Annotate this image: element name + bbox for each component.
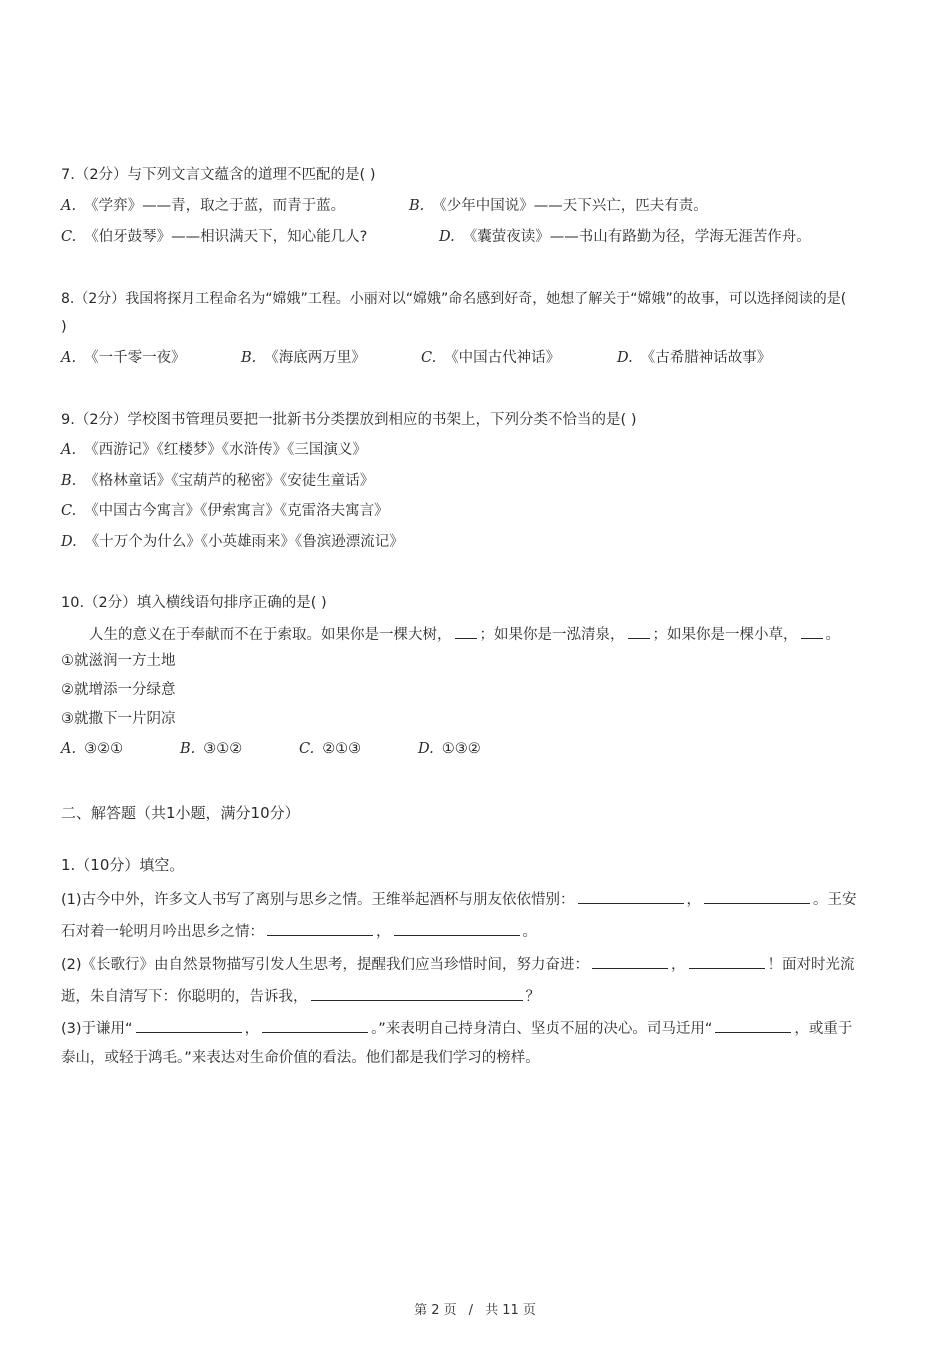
question-10-item-3: ③就撒下一片阴凉 [61, 711, 176, 727]
question-10-item-1: ①就滋润一方土地 [61, 653, 176, 669]
option-letter: A. [61, 741, 77, 757]
question-7-stem: 7.（2分）与下列文言文蕴含的道理不匹配的是( ) [61, 167, 376, 183]
question-7-option-c[interactable] [61, 227, 367, 247]
option-text: 《学弈》——青，取之于蓝，而青于蓝。 [84, 198, 346, 214]
text: ， [671, 957, 686, 973]
text: 石对着一轮明月吟出思乡之情： [61, 924, 264, 940]
question-10-passage [89, 623, 840, 645]
text: (2)《长歌行》由自然景物描写引发人生思考，提醒我们应当珍惜时间，努力奋进： [61, 957, 590, 973]
fill-part-3-line-2: 泰山，或轻于鸿毛。”来表达对生命价值的看法。他们都是我们学习的榜样。 [61, 1050, 540, 1066]
question-9-stem: 9.（2分）学校图书管理员要把一批新书分类摆放到相应的书架上，下列分类不恰当的是( ) [61, 412, 637, 428]
answer-blank[interactable] [394, 920, 520, 936]
option-letter: D. [61, 534, 77, 550]
question-7-option-d[interactable] [439, 227, 811, 247]
answer-blank[interactable] [801, 623, 823, 639]
passage-text: ；如果你是一泓清泉， [479, 627, 625, 643]
answer-blank[interactable] [262, 1017, 368, 1033]
question-7-option-a[interactable] [61, 196, 345, 216]
option-text: 《格林童话》《宝葫芦的秘密》《安徒生童话》 [84, 473, 375, 489]
answer-blank[interactable] [592, 953, 668, 969]
question-9-option-a[interactable] [61, 440, 367, 460]
option-text: 《少年中国说》——天下兴亡，匹夫有责。 [432, 198, 708, 214]
option-text: 《一千零一夜》 [84, 350, 186, 366]
option-text: ③①② [203, 741, 243, 757]
text: (3)于谦用“ [61, 1021, 133, 1037]
question-8-option-d[interactable] [617, 348, 771, 368]
option-letter: C. [61, 229, 77, 245]
option-letter: A. [61, 198, 77, 214]
fill-part-2-line-2 [61, 985, 540, 1007]
fill-part-3-line-1 [61, 1017, 852, 1039]
page-footer [0, 1299, 950, 1318]
fill-part-1-line-1 [61, 888, 857, 910]
question-8-option-b[interactable] [241, 348, 366, 368]
question-10-option-a[interactable] [61, 739, 123, 759]
text: 。”来表明自己持身清白、坚贞不屈的决心。司马迁用“ [371, 1021, 713, 1037]
option-letter: D. [617, 350, 633, 366]
passage-text: ；如果你是一棵小草， [652, 627, 798, 643]
question-10-option-c[interactable] [299, 739, 361, 759]
option-letter: C. [299, 741, 315, 757]
text: ， [244, 1021, 260, 1037]
answer-blank[interactable] [715, 1017, 791, 1033]
option-letter: B. [241, 350, 257, 366]
fill-part-1-line-2 [61, 920, 537, 942]
option-text: 《伯牙鼓琴》——相识满天下，知心能几人? [84, 229, 368, 245]
question-9-option-c[interactable] [61, 501, 389, 521]
option-text: 《中国古今寓言》《伊索寓言》《克雷洛夫寓言》 [84, 503, 389, 519]
text: 。 [522, 924, 537, 940]
option-letter: B. [409, 198, 425, 214]
text: ，或重于 [794, 1021, 853, 1037]
option-text: 《中国古代神话》 [444, 350, 561, 366]
question-8-option-c[interactable] [421, 348, 560, 368]
answer-blank[interactable] [628, 623, 650, 639]
text: ？ [525, 989, 540, 1005]
fill-question-stem: 1.（10分）填空。 [61, 856, 185, 874]
option-letter: D. [418, 741, 434, 757]
answer-blank[interactable] [704, 888, 810, 904]
text: 。王安 [813, 892, 857, 908]
section-title: 二、解答题（共1小题，满分10分） [61, 804, 300, 822]
question-8-stem-cont: ) [61, 319, 67, 335]
option-letter: C. [421, 350, 437, 366]
option-letter: B. [180, 741, 196, 757]
answer-blank[interactable] [267, 920, 373, 936]
option-letter: B. [61, 473, 77, 489]
passage-text: 。 [825, 627, 840, 643]
text: 逝，朱自清写下：你聪明的，告诉我， [61, 989, 308, 1005]
option-letter: C. [61, 503, 77, 519]
question-8-stem: 8.（2分）我国将探月工程命名为“嫦娥”工程。小丽对以“嫦娥”命名感到好奇，她想了解关于“嫦娥”的故事，可以选择阅读的是( [61, 291, 847, 307]
option-text: ②①③ [322, 741, 362, 757]
answer-blank[interactable] [689, 953, 765, 969]
answer-blank[interactable] [311, 985, 523, 1001]
question-8-option-a[interactable] [61, 348, 186, 368]
passage-text: 人生的意义在于奉献而不在于索取。如果你是一棵大树， [89, 627, 452, 643]
fill-part-2-line-1 [61, 953, 855, 975]
text: ！面对时光流 [767, 957, 855, 973]
question-10-option-d[interactable] [418, 739, 481, 759]
page-total: 共 11 页 [485, 1303, 536, 1318]
option-text: ①③② [441, 741, 481, 757]
option-letter: D. [439, 229, 455, 245]
question-7-option-b[interactable] [409, 196, 708, 216]
text: (1)古今中外，许多文人书写了离别与思乡之情。王维举起酒杯与朋友依依惜别： [61, 892, 575, 908]
question-9-option-d[interactable] [61, 532, 404, 552]
question-10-stem: 10.（2分）填入横线语句排序正确的是( ) [61, 595, 327, 611]
question-9-option-b[interactable] [61, 471, 374, 491]
option-text: 《海底两万里》 [264, 350, 366, 366]
option-letter: A. [61, 442, 77, 458]
answer-blank[interactable] [136, 1017, 242, 1033]
option-text: 《囊萤夜读》——书山有路勤为径，学海无涯苦作舟。 [462, 229, 811, 245]
option-text: 《西游记》《红楼梦》《水浒传》《三国演义》 [84, 442, 367, 458]
answer-blank[interactable] [455, 623, 477, 639]
page-separator: / [468, 1303, 474, 1318]
option-letter: A. [61, 350, 77, 366]
text: ， [686, 892, 702, 908]
option-text: 《十万个为什么》《小英雄雨来》《鲁滨逊漂流记》 [84, 534, 404, 550]
question-10-option-b[interactable] [180, 739, 242, 759]
question-10-item-2: ②就增添一分绿意 [61, 682, 176, 698]
answer-blank[interactable] [578, 888, 684, 904]
page-number: 第 2 页 [414, 1303, 457, 1318]
text: ， [376, 924, 391, 940]
option-text: 《古希腊神话故事》 [640, 350, 772, 366]
option-text: ③②① [84, 741, 124, 757]
